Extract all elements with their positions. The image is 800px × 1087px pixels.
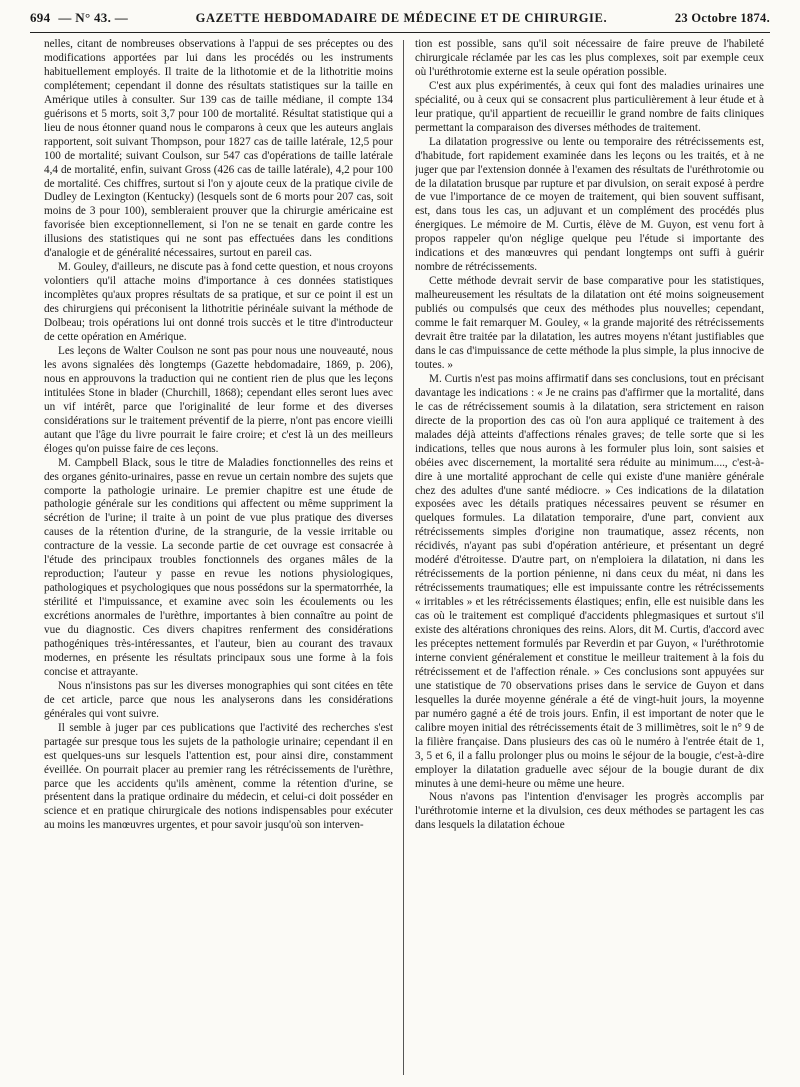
paragraph: C'est aux plus expérimentés, à ceux qui font des maladies urinaires une spécialité, ou à ceux qui se consacrent plus particulièrement à leur étude et à leur pratique, qu'il appartient de recueillir le grand nombre de faits cliniques permettant la comparaison des diverses méthodes de traitement. <box>415 79 764 134</box>
issue-date: 23 Octobre 1874. <box>674 10 770 25</box>
text-columns <box>44 38 764 1078</box>
header-rule <box>30 32 770 33</box>
paragraph: M. Curtis n'est pas moins affirmatif dans ses conclusions, tout en précisant davantage les indications : « Je ne crains pas d'affirmer que la mortalité, dans le cas de rétrécissement soumis à la dilatation, sera strictement en raison directe de la proportion des cas où l'on aura appliqué ce traitement à des malades déjà atteints d'affections rénales graves; de telle sorte que si les indications, telles que nous aurons à les formuler plus loin, sont saisies et obéies avec discernement, la mortalité sera réduite au minimum...., c'est-à-dire à une mortalité approchant de celle qui existe d'une manière générale chez des adultes d'une santé médiocre. » Ces indications de la dilatation exposées avec les détails pratiques nécessaires peuvent se résumer en quelques formules. La dilatation temporaire, d'une part, convient aux rétrécissements simples d'origine non traumatique, assez récents, non récidivés, n'ayant pas subi d'opération antérieure, et présentant un degré modéré d'étroitesse. D'autre part, on n'emploiera la dilatation, ni dans les rétrécissements de la portion pénienne, ni dans ceux du méat, ni dans les rétrécissements traumatiques; elle est impuissante contre les rétrécissements « irritables » et les rétrécissements élastiques; enfin, elle est nuisible dans les cas où le traitement est compliqué d'accidents phlegmasiques et surtout s'il existe des altérations chroniques des reins. Alors, dit M. Curtis, d'accord avec les préceptes nettement formulés par Reverdin et par Guyon, « l'uréthrotomie interne convient généralement et constitue le meilleur traitement à la fois du rétrécissement et de l'affection rénale. » Ces conclusions sont appuyées sur une statistique de 70 observations prises dans le service de Guyon et dans lesquelles la durée moyenne générale a été de vingt-huit jours, la moyenne par numéro gagné a été de trois jours. Enfin, il est important de noter que le calibre moyen initial des rétrécissements était de 3 millimètres, soit le n° 9 de la filière française. Dans plusieurs des cas où le numéro à l'entrée était de 1, 3, 5 et 6, il a fallu prolonger plus ou moins le séjour de la bougie, c'est-à-dire employer la dilatation graduelle avec séjour de la bougie durant de dix minutes à une demi-heure ou même une heure. <box>415 372 764 790</box>
journal-title: GAZETTE HEBDOMADAIRE DE MÉDECINE ET DE CHIRURGIE. <box>195 10 608 25</box>
header-left <box>30 10 128 26</box>
paragraph: M. Campbell Black, sous le titre de Maladies fonctionnelles des reins et des organes génito-urinaires, passe en revue un certain nombre des sujets que comporte la pathologie urinaire. Le premier chapitre est une étude de pathologie générale sur les conditions qui affectent ou même suppriment la sécrétion de l'urine; il traite à un point de vue plus pratique des diverses causes de la rétention d'urine, de la strangurie, de la vessie irritable ou contracture de la vessie. La seconde partie de cet ouvrage est consacrée à l'étude des principaux troubles fonctionnels des organes mâles de la reproduction; l'auteur y passe en revue les notions physiologiques, pathologiques et psychologiques que nous possédons sur la spermatorrhée, la stérilité et l'impuissance, et examine avec soin les écoulements ou les excrétions anormales de l'urèthre, importantes à bien connaître au point de vue du diagnostic. Ces divers chapitres renferment des considérations pathogéniques très-intéressantes, et l'auteur, bien au courant des travaux modernes, en présente les résultats principaux sous une forme à la fois concise et attrayante. <box>44 456 393 678</box>
paragraph: Les leçons de Walter Coulson ne sont pas pour nous une nouveauté, nous les avons signalées dès longtemps (Gazette hebdomadaire, 1869, p. 206), nous en approuvons la traduction qui ne contient rien de plus que les leçons intitulées Stone in blader (Churchill, 1868); cependant elles seront lues avec un vif intérêt, parce que l'originalité de leur forme et des diverses considérations sur le traitement préventif de la pierre, n'ont pas encore vieilli autant que l'âge du livre pourrait le faire croire; et c'est là un des meilleurs éloges qu'on puisse faire de ces leçons. <box>44 344 393 455</box>
column-divider <box>403 40 404 1075</box>
right-column <box>415 38 764 1078</box>
paragraph: Cette méthode devrait servir de base comparative pour les statistiques, malheureusement les résultats de la dilatation ont été moins soigneusement publiés ou compulsés que ceux des méthodes plus nouvelles; cependant, comme le fait remarquer M. Gouley, « la grande majorité des rétrécissements devrait être traitée par la dilatation, les autres moyens n'étant justifiables que dans le cas d'impuissance de cette méthode la plus simple, la plus innocive de toutes. » <box>415 275 764 371</box>
paragraph: La dilatation progressive ou lente ou temporaire des rétrécissements est, d'habitude, fort rapidement examinée dans les leçons ou les traités, et à ne juger que par l'extension donnée à l'examen des résultats de l'uréthrotomie ou de la dilatation brusque par rupture et par divulsion, on serait exposé à perdre de vue l'importance de ce moyen de traitement, qui bien souvent suffisant, est, dans tous les cas, un adjuvant et un complément des procédés plus énergiques. Le mémoire de M. Curtis, élève de M. Guyon, est venu fort à propos rappeler qu'on néglige quelque peu l'étude si importante des indications et des manœuvres qui pendant longtemps ont suffi à guérir nombre de rétrécissements. <box>415 135 764 274</box>
paragraph: tion est possible, sans qu'il soit nécessaire de faire preuve de l'habileté chirurgicale réclamée par les cas les plus complexes, soit par exemple ceux où l'uréthrotomie externe est la seule opération possible. <box>415 38 764 78</box>
paragraph: Nous n'avons pas l'intention d'envisager les progrès accomplis par l'uréthrotomie interne et la divulsion, ces deux méthodes se partagent les cas dans lesquels la dilatation échoue <box>415 791 764 832</box>
paragraph: nelles, citant de nombreuses observations à l'appui de ses préceptes ou des modifications apportées par lui dans les procédés ou les instruments habituellement employés. Il traite de la lithotomie et de la lithotritie moins complétement; cependant il donne des résultats statistiques sur la taille en Amérique utiles à consulter. Sur 139 cas de taille médiane, il compte 134 guérisons et 5 morts, soit 3,7 pour 100 de mortalité. Résultat statistique qui a lieu de nous étonner quand nous le comparons à ceux que les auteurs anglais rapportent, soit suivant Thompson, pour 1827 cas de taille latérale, 12,5 pour 100 de mortalité; suivant Coulson, sur 547 cas d'opérations de taille latérale 4,4 de mortalité, enfin, suivant Gross (426 cas de taille latérale), 4,2 pour 100 de mortalité. Ces chiffres, surtout si l'on y ajoute ceux de la pratique civile de Dudley de Lexington (Kentucky) (lesquels sont de 6 morts pour 207 cas, soit moins de 3 pour 100), sembleraient prouver que la chirurgie américaine est favorisée bien exceptionnellement, si l'on ne se tenait en garde contre les illusions des statistiques qui ne sont pas effectuées dans les conditions d'analogie et de généralité nécessaires, surtout en pareil cas. <box>44 38 393 260</box>
paragraph: Il semble à juger par ces publications que l'activité des recherches s'est partagée sur presque tous les sujets de la pathologie urinaire; cependant il en est quelques-uns sur lesquels l'attention est, pour ainsi dire, constamment éveillée. On pourrait placer au premier rang les rétrécissements de l'urèthre, parce que les accidents qu'ils amènent, comme la rétention d'urine, se présentent dans la pratique ordinaire du médecin, et celui-ci doit posséder en science et en pratique chirurgicale des notions indispensables pour exécuter au moins les manœuvres urgentes, et pour savoir jusqu'où son interven- <box>44 721 393 832</box>
page-header <box>30 4 770 32</box>
page-number: 694 <box>30 10 51 25</box>
paragraph: M. Gouley, d'ailleurs, ne discute pas à fond cette question, et nous croyons volontiers qu'il attache moins d'importance à ces données statistiques incomplètes qu'aux propres résultats de sa pratique, et sur ce point il est un des chirurgiens qui préconisent la lithotritie périnéale suivant la méthode de Dolbeau; trois opérations lui ont donné trois succès et le titre d'introducteur de cette opération en Amérique. <box>44 261 393 344</box>
issue-number: — N° 43. — <box>58 10 128 25</box>
paragraph: Nous n'insistons pas sur les diverses monographies qui sont citées en tête de cet article, parce que nous les analyserons dans les considérations générales qui vont suivre. <box>44 679 393 720</box>
left-column <box>44 38 393 1078</box>
